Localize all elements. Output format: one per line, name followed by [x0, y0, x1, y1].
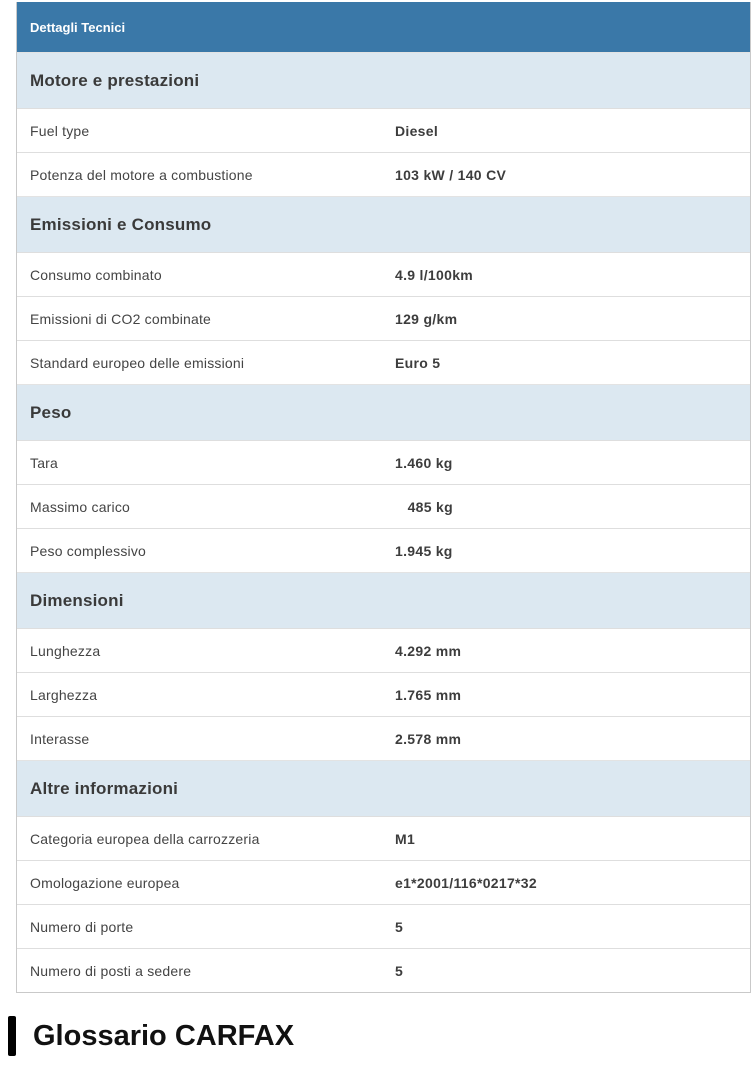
table-row	[17, 296, 750, 340]
row-value: Diesel	[395, 122, 439, 139]
row-label: Potenza del motore a combustione	[30, 166, 253, 183]
section-header-other-info: Altre informazioni	[17, 760, 750, 816]
row-label: Fuel type	[30, 122, 90, 139]
table-row	[17, 528, 750, 572]
row-label: Standard europeo delle emissioni	[30, 354, 245, 371]
table-row	[17, 716, 750, 760]
section-header-dimensions: Dimensioni	[17, 572, 750, 628]
technical-details-panel	[16, 2, 751, 993]
section-header-engine: Motore e prestazioni	[17, 52, 750, 108]
table-row	[17, 440, 750, 484]
table-row	[17, 816, 750, 860]
panel-title: Dettagli Tecnici	[30, 19, 126, 35]
panel-header	[17, 2, 750, 52]
row-label: Tara	[30, 454, 59, 471]
table-row	[17, 108, 750, 152]
section-header-weight: Peso	[17, 384, 750, 440]
section-header-emissions: Emissioni e Consumo	[17, 196, 750, 252]
row-value: 1.765 mm	[395, 686, 462, 703]
table-row	[17, 672, 750, 716]
row-value: 4.9 l/100km	[395, 266, 474, 283]
row-label: Larghezza	[30, 686, 98, 703]
table-row	[17, 484, 750, 528]
row-label: Numero di porte	[30, 918, 134, 935]
table-row	[17, 340, 750, 384]
row-value: 129 g/km	[395, 310, 458, 327]
row-value: 103 kW / 140 CV	[395, 166, 507, 183]
row-value: 5	[395, 962, 404, 979]
row-value: 2.578 mm	[395, 730, 462, 747]
row-value: M1	[395, 830, 416, 847]
row-label: Massimo carico	[30, 498, 131, 515]
row-value: Euro 5	[395, 354, 441, 371]
row-label: Categoria europea della carrozzeria	[30, 830, 260, 847]
row-label: Interasse	[30, 730, 90, 747]
table-row	[17, 252, 750, 296]
table-row	[17, 904, 750, 948]
table-row	[17, 860, 750, 904]
glossary-heading	[8, 1016, 294, 1056]
row-label: Emissioni di CO2 combinate	[30, 310, 212, 327]
row-value: 4.292 mm	[395, 642, 462, 659]
row-value: 1.460 kg	[395, 454, 453, 471]
table-row	[17, 152, 750, 196]
heading-accent-bar	[8, 1016, 16, 1056]
row-value: 5	[395, 918, 404, 935]
row-value: 485 kg	[395, 498, 453, 515]
table-row	[17, 628, 750, 672]
row-label: Peso complessivo	[30, 542, 147, 559]
glossary-title: Glossario CARFAX	[33, 1019, 295, 1052]
row-label: Numero di posti a sedere	[30, 962, 192, 979]
table-row	[17, 948, 750, 992]
row-label: Consumo combinato	[30, 266, 162, 283]
row-value: e1*2001/116*0217*32	[395, 874, 537, 891]
row-label: Lunghezza	[30, 642, 101, 659]
row-label: Omologazione europea	[30, 874, 180, 891]
row-value: 1.945 kg	[395, 542, 453, 559]
